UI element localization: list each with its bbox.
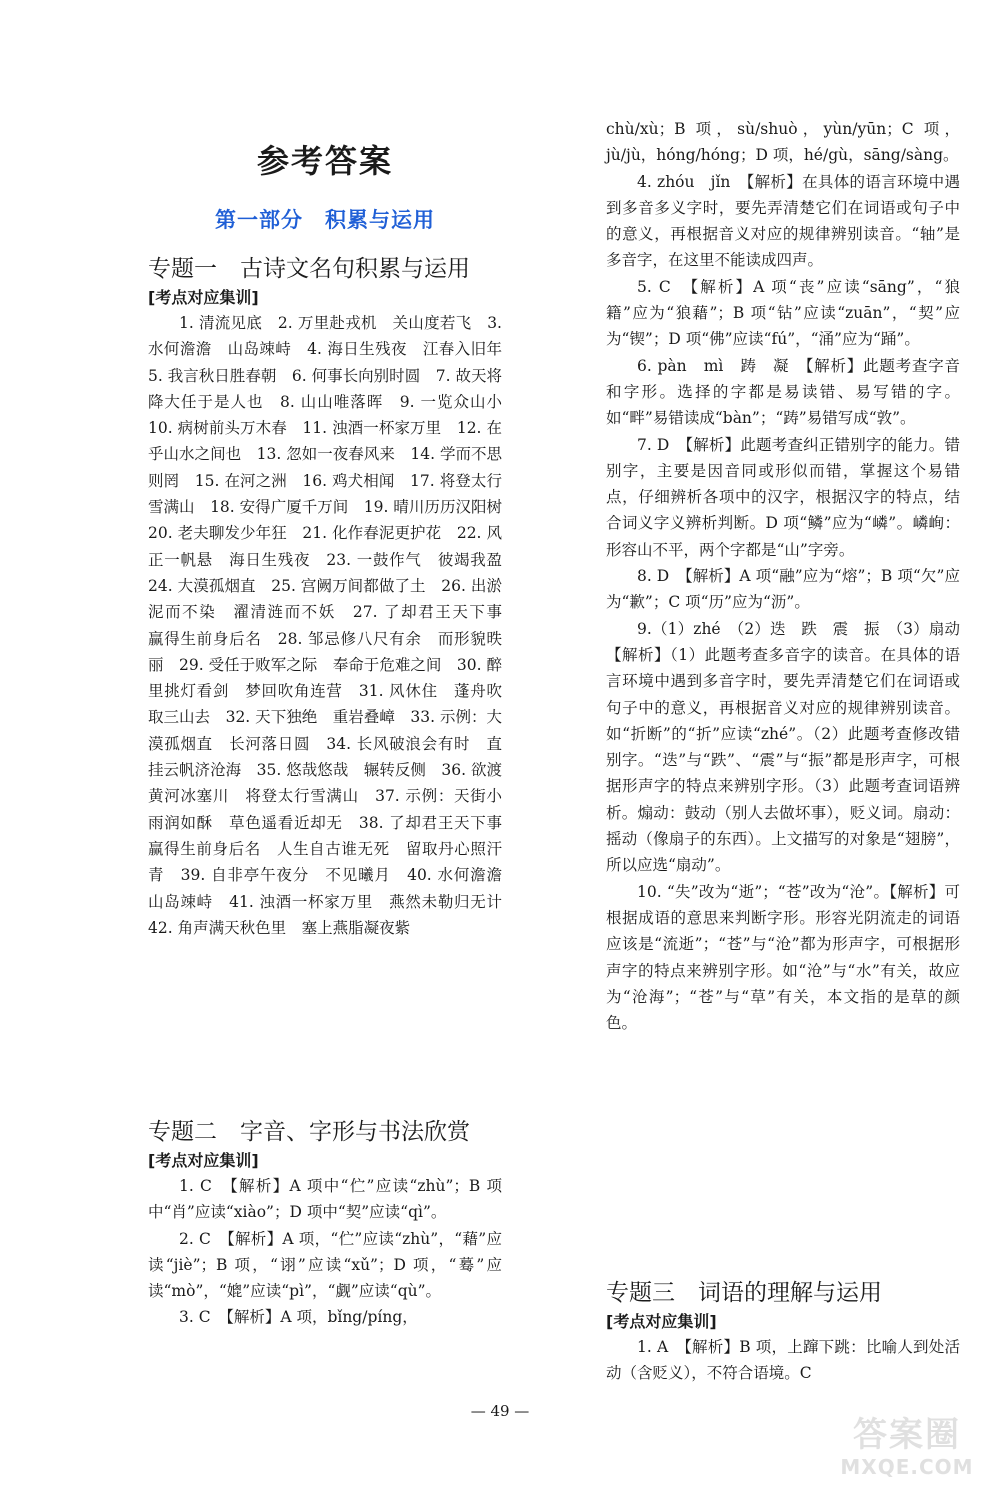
section-1-title: 专题一 古诗文名句积累与运用 — [148, 256, 470, 282]
section-1-answers: 1. 清流见底 2. 万里赴戎机 关山度若飞 3. 水何澹澹 山岛竦峙 4. 海日生残夜 江春入旧年 5. 我言秋日胜春朝 6. 何事长向别时圆 7. 故天将降大任于是人也 8. 山山唯落晖 9. 一览众山小 10. 病树前头万木春 11. 浊酒一杯家万里 12. 在乎山水之间也 13. 忽如一夜春风来 14. 学而不思则罔 15. 在河之洲 16. 鸡犬相闻 17. 将登太行雪满山 18. 安得广厦千万间 19. 晴川历历汉阳树 20. 老夫聊发少年狂 21. 化作春泥更护花 22. 风正一帆悬 海日生残夜 23. 一鼓作气 彼竭我盈 24. 大漠孤烟直 25. 宫阙万间都做了土 26. 出淤泥而不染 濯清涟而不妖 27. 了却君王天下事 赢得生前身后名 28. 邹忌修八尺有余 而形貌昳丽 29. 受任于败军之际 奉命于危难之间 30. 醉里挑灯看剑 梦回吹角连营 31. 风休住 蓬舟吹取三山去 32. 天下独绝 重岩叠嶂 33. 示例：大漠孤烟直 长河落日圆 34. 长风破浪会有时 直挂云帆济沧海 35. 悠哉悠哉 辗转反侧 36. 欲渡黄河冰塞川 将登太行雪满山 37. 示例：天街小雨润如酥 草色遥看近却无 38. 了却君王天下事 赢得生前身后名 人生自古谁无死 留取丹心照汗青 39. 自非亭午夜分 不见曦月 40. 水何澹澹 山岛竦峙 41. 浊酒一杯家万里 燕然未勒归无计 42. 角声满天秋色里 塞上燕脂凝夜紫 — [148, 314, 518, 937]
answer-item: 10. “失”改为“逝”；“苍”改为“沧”。【解析】可根据成语的意思来判断字形。形容光阴流走的词语应该是“流逝”；“苍”与“沧”都为形声字，可根据形声字的特点来辨别字形。如“沧”与“水”有关，故应为“沧海”；“苍”与“草”有关，本文指的是草的颜色。 — [606, 882, 960, 1033]
section-1-label: [考点对应集训] — [148, 288, 259, 307]
page-number: — 49 — — [470, 1402, 530, 1420]
answer-item: 9.（1）zhé （2）迭 跌 震 振 （3）扇动 【解析】（1）此题考查多音字的读音。在具体的语言环境中遇到多音字时，要先弄清楚它们在词语或句子中的意义，再根据音义对应的规律辨别读音。如“折断”的“折”应读“zhé”。（2）此题考查修改错别字。“迭”与“跌”、“震”与“振”都是形声字，可根据形声字的特点来辨别字形。（3）此题考查词语辨析。煽动：鼓动（别人去做坏事），贬义词。扇动：摇动（像扇子的东西）。上文描写的对象是“翅膀”，所以应选“扇动”。 — [606, 619, 976, 875]
answer-continuation: chù/xù；B 项，sù/shuò，yùn/yūn；C 项，jù/jù，hóng/hóng；D 项，hé/gù，sāng/sàng。 — [606, 120, 960, 165]
watermark-url: MXQE.COM — [840, 1455, 974, 1479]
part-title: 第一部分 积累与运用 — [215, 208, 435, 232]
answer-item: 3. C 【解析】A 项，bǐng/píng， — [179, 1308, 418, 1327]
answer-item: 5. C 【解析】A 项“丧”应读“sāng”，“狼籍”应为“狼藉”；B 项“钻”应读“zuān”，“契”应为“锲”；D 项“佛”应读“fú”，“涌”应为“踊”。 — [606, 277, 960, 349]
answer-item: 6. pàn mì 踌 凝 【解析】此题考查字音和字形。选择的字都是易读错、易写错的字。如“畔”易错读成“bàn”；“踌”易错写成“敦”。 — [606, 356, 960, 428]
answer-item: 2. C 【解析】A 项，“伫”应读“zhù”，“藉”应读“jiè”；B 项，“诩”应读“xǔ”；D 项，“蓦”应读“mò”，“媲”应读“pì”，“觑”应读“qù”。 — [148, 1229, 502, 1301]
section-2 — [148, 1115, 502, 1331]
section-2-label: [考点对应集训] — [148, 1151, 259, 1170]
watermark-logo-text: 答案圈 — [853, 1415, 961, 1455]
answer-item: 1. A 【解析】B 项，上蹿下跳：比喻人到处活动（含贬义），不符合语境。C — [606, 1338, 960, 1383]
answer-item: 4. zhóu jǐn 【解析】在具体的语言环境中遇到多音多义字时，要先弄清楚它们在词语或句子中的意义，再根据音义对应的规律辨别读音。“轴”是多音字，在这里不能读成四声。 — [606, 172, 960, 270]
section-3 — [606, 1276, 960, 1387]
watermark-logo — [832, 1415, 982, 1485]
right-answers — [606, 116, 976, 1036]
section-2-title: 专题二 字音、字形与书法欣赏 — [148, 1119, 470, 1145]
section-3-label: [考点对应集训] — [606, 1312, 717, 1331]
section-1 — [148, 252, 518, 941]
answer-item: 1. C 【解析】A 项中“伫”应读“zhù”；B 项中“肖”应读“xiào”；D 项中“契”应读“qì”。 — [148, 1177, 502, 1222]
answer-item: 7. D 【解析】此题考查纠正错别字的能力。错别字，主要是因音同或形似而错，掌握这个易错点，仔细辨析各项中的汉字，根据汉字的特点，结合词义字义辨析判断。D 项“鳞”应为“嶙”。嶙峋：形容山不平，两个字都是“山”字旁。 — [606, 435, 960, 559]
page-title: 参考答案 — [256, 142, 393, 180]
answer-item: 8. D 【解析】A 项“融”应为“熔”；B 项“欠”应为“歉”；C 项“历”应为“沥”。 — [606, 567, 960, 612]
section-3-title: 专题三 词语的理解与运用 — [606, 1280, 882, 1306]
